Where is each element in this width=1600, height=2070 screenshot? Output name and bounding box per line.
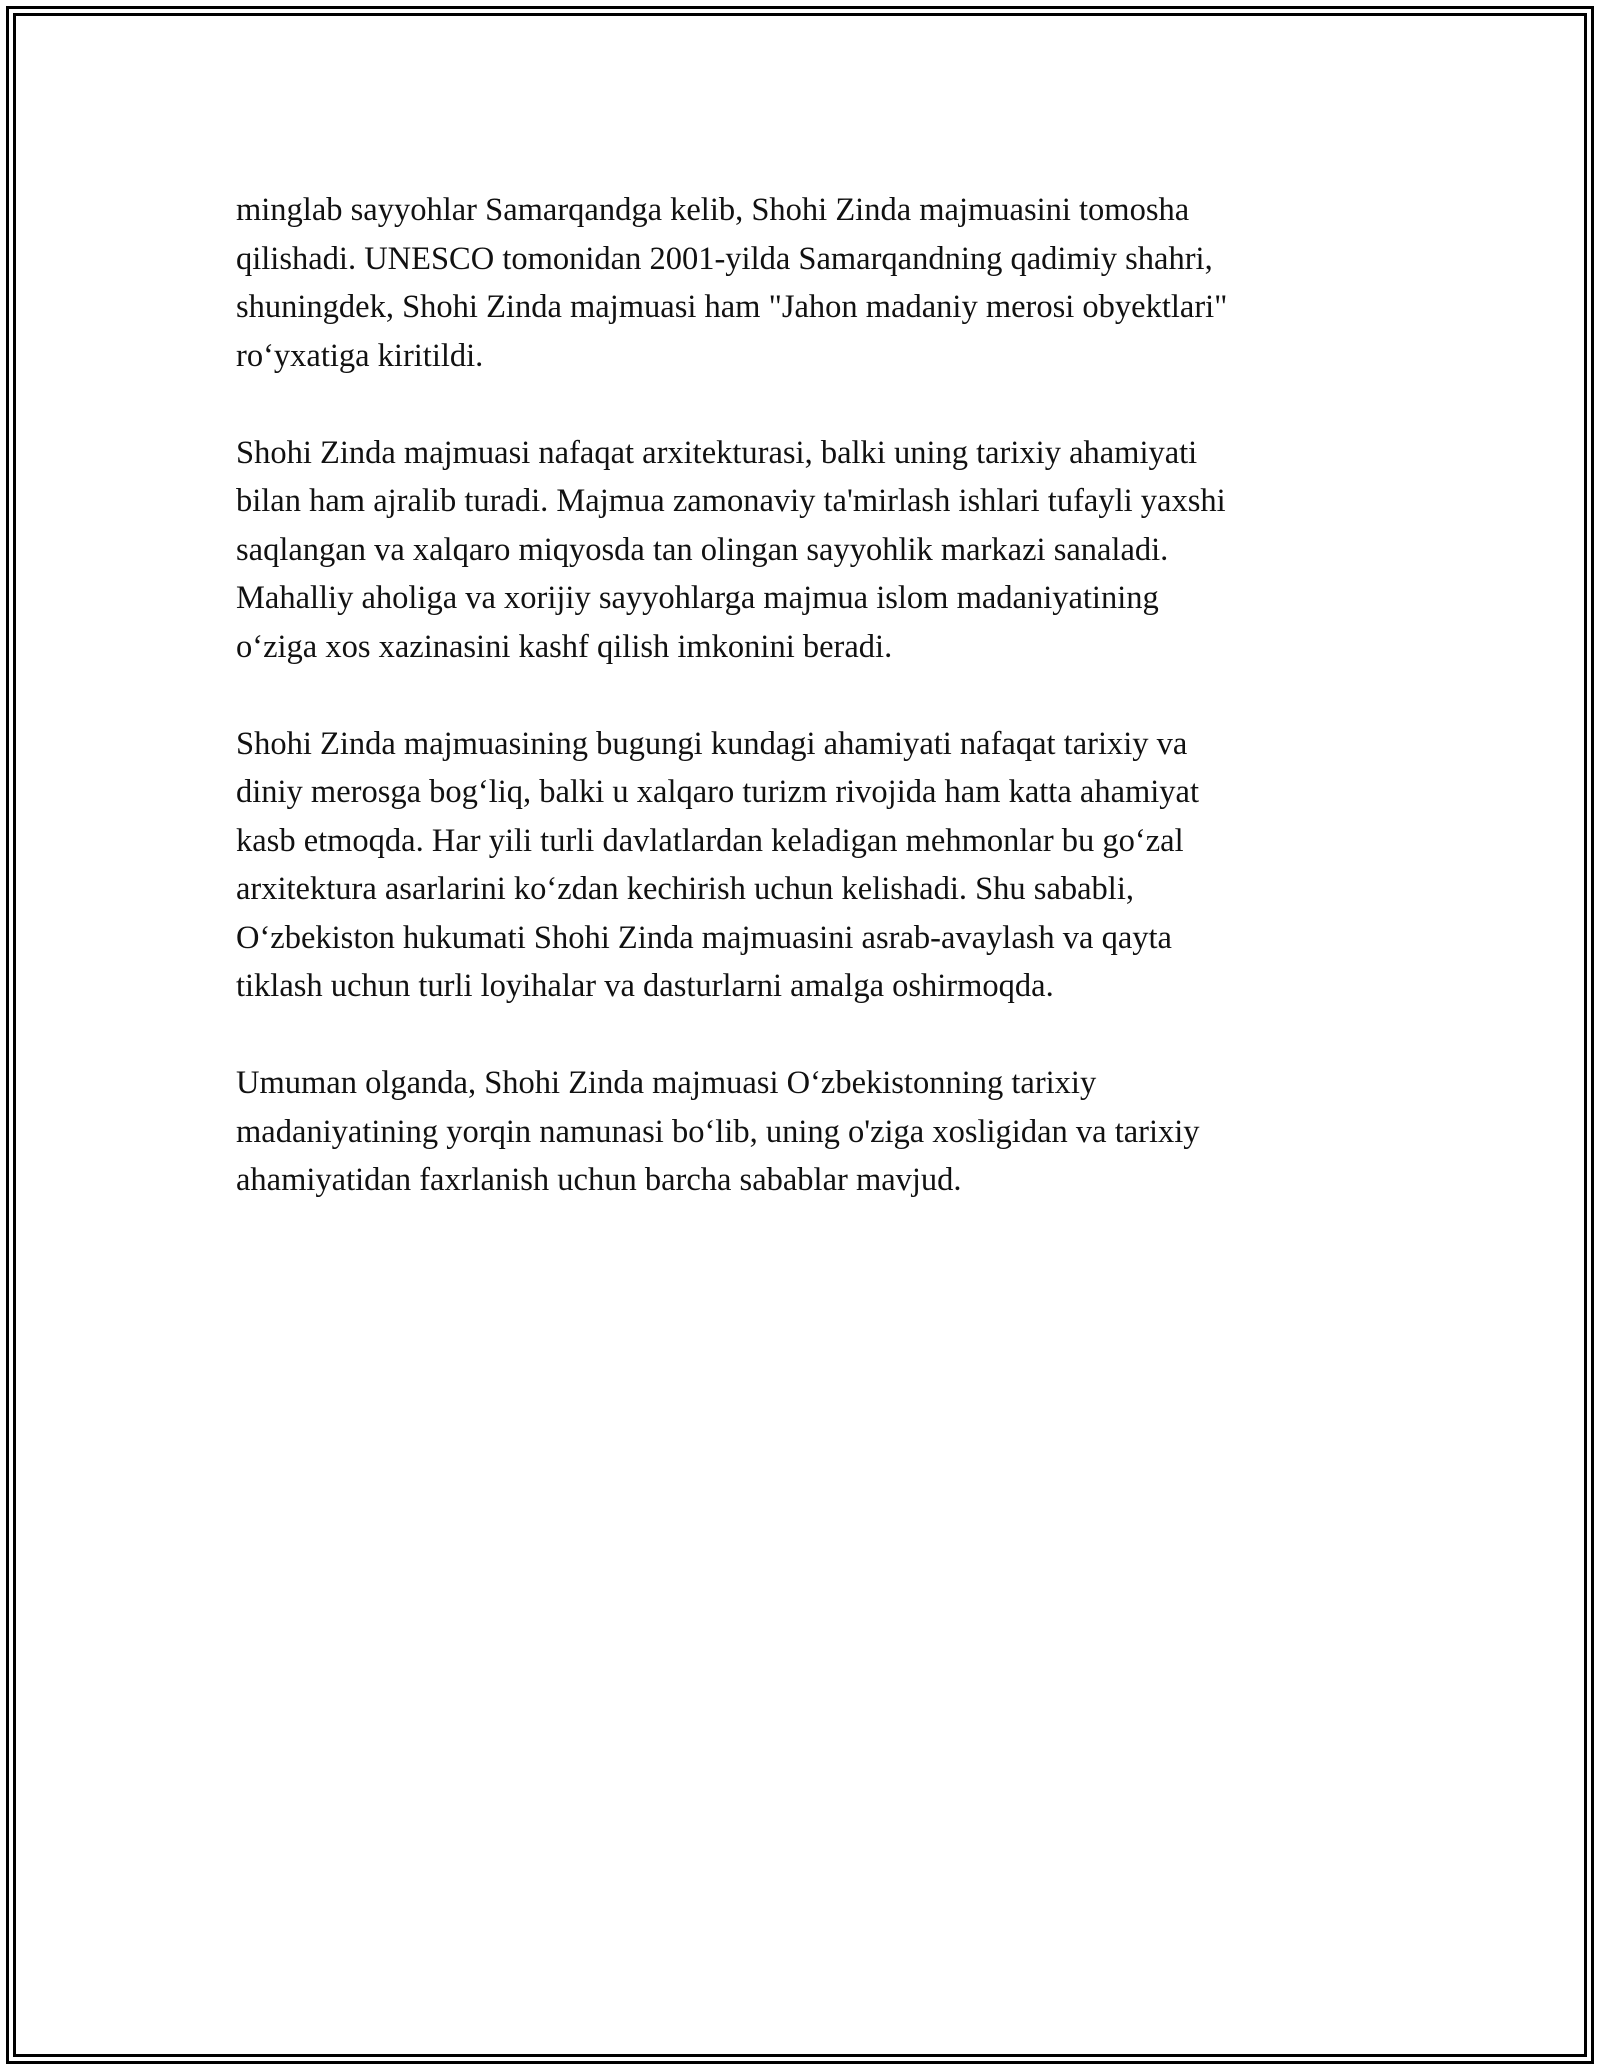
text-line: madaniyatining yorqin namunasi bo‘lib, uning o'ziga xosligidan va tarixiy bbox=[236, 1113, 1200, 1150]
text-line: bilan ham ajralib turadi. Majmua zamonaviy ta'mirlash ishlari tufayli yaxshi bbox=[236, 483, 1226, 519]
text-line: minglab sayyohlar Samarqandga kelib, Shohi Zinda majmuasini tomosha bbox=[236, 192, 1190, 228]
text-line: saqlangan va xalqaro miqyosda tan olingan sayyohlik markazi sanaladi. bbox=[236, 531, 1169, 568]
text-line: ahamiyatidan faxrlanish uchun barcha sabablar mavjud. bbox=[236, 1162, 962, 1198]
paragraph-4 bbox=[236, 1059, 1366, 1205]
text-line: qilishadi. UNESCO tomonidan 2001-yilda Samarqandning qadimiy shahri, bbox=[236, 240, 1213, 277]
text-line: O‘zbekiston hukumati Shohi Zinda majmuasini asrab-avaylash va qayta bbox=[236, 919, 1172, 956]
text-line: Umuman olganda, Shohi Zinda majmuasi O‘zbekistonning tarixiy bbox=[236, 1065, 1097, 1101]
text-line: kasb etmoqda. Har yili turli davlatlardan keladigan mehmonlar bu go‘zal bbox=[236, 822, 1184, 859]
paragraph-1 bbox=[236, 186, 1366, 380]
text-line: shuningdek, Shohi Zinda majmuasi ham "Jahon madaniy merosi obyektlari" bbox=[236, 289, 1228, 325]
text-line: tiklash uchun turli loyihalar va dasturlarni amalga oshirmoqda. bbox=[236, 968, 1054, 1004]
document-body bbox=[236, 186, 1366, 1253]
text-line: Shohi Zinda majmuasi nafaqat arxitekturasi, balki uning tarixiy ahamiyati bbox=[236, 434, 1198, 471]
paragraph-2 bbox=[236, 429, 1366, 672]
paragraph-3 bbox=[236, 720, 1366, 1011]
text-line: o‘ziga xos xazinasini kashf qilish imkonini beradi. bbox=[236, 628, 893, 665]
text-line: ro‘yxatiga kiritildi. bbox=[236, 337, 484, 374]
text-line: arxitektura asarlarini ko‘zdan kechirish uchun kelishadi. Shu sababli, bbox=[236, 871, 1134, 907]
text-line: Shohi Zinda majmuasining bugungi kundagi ahamiyati nafaqat tarixiy va bbox=[236, 725, 1188, 762]
text-line: Mahalliy aholiga va xorijiy sayyohlarga majmua islom madaniyatining bbox=[236, 580, 1159, 616]
text-line: diniy merosga bog‘liq, balki u xalqaro turizm rivojida ham katta ahamiyat bbox=[236, 774, 1200, 810]
